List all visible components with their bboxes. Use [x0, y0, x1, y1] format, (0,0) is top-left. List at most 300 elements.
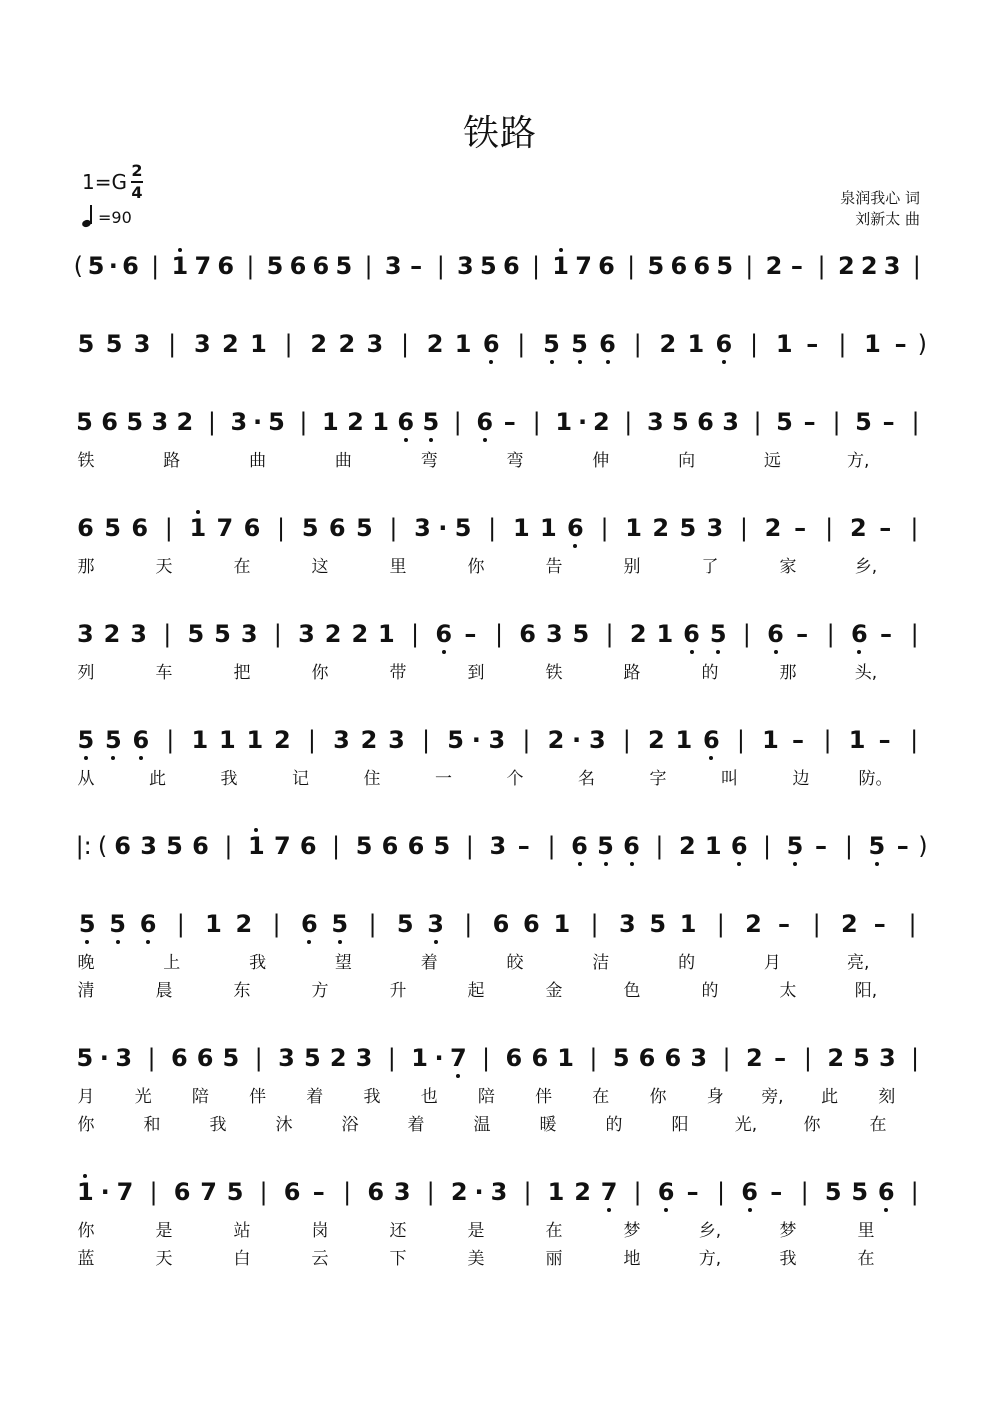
notation-note: 2	[593, 408, 610, 436]
barline: |	[838, 330, 847, 358]
notation-note: 2	[324, 620, 342, 648]
notation-note: 5	[222, 1044, 240, 1072]
notation-note: 3	[423, 904, 449, 944]
notation-note: 7	[273, 832, 291, 860]
notation-dash: –	[879, 514, 892, 542]
octave-down-dot	[146, 940, 150, 944]
lyric-char: 里	[857, 1221, 875, 1241]
octave-down-dot	[884, 1208, 888, 1212]
notation-note: 5	[447, 726, 464, 754]
notation-note: 3	[355, 1044, 373, 1072]
notation-dash: –	[410, 252, 423, 280]
notation-note: 6	[698, 720, 724, 760]
barline: |	[812, 910, 821, 938]
notation-note: 3	[690, 1044, 708, 1072]
lyric-line-3	[72, 448, 930, 474]
barline: |	[589, 1044, 598, 1072]
barline: |	[166, 726, 175, 754]
lyric-line-5	[72, 660, 930, 686]
notation-note: 2	[426, 330, 444, 358]
lyric-char: 你	[77, 1115, 95, 1135]
lyric-char: 在	[592, 1087, 610, 1107]
notation-note: 5	[824, 1178, 842, 1206]
notation-note: 6	[114, 832, 131, 860]
barline: |	[176, 910, 185, 938]
lyric-char: 着	[407, 1115, 425, 1135]
time-signature	[131, 162, 143, 202]
barline: |	[254, 1044, 263, 1072]
lyric-char: 月	[763, 953, 781, 973]
notation-note: 5	[539, 324, 565, 364]
notation-dash: –	[517, 832, 530, 860]
barline: |	[825, 514, 834, 542]
notation-note: 3	[414, 514, 431, 542]
notation-note: 3	[76, 620, 94, 648]
barline: |	[910, 1178, 919, 1206]
notation-note: 1	[656, 620, 674, 648]
octave-down-dot	[573, 544, 577, 548]
lyric-char: 里	[389, 557, 407, 577]
lyric-char: 带	[389, 663, 407, 683]
lyric-char: 铁	[77, 451, 95, 471]
notation-note: 5	[226, 1178, 244, 1206]
barline: |	[800, 1178, 809, 1206]
notation-note: 2	[765, 252, 783, 280]
notation-note: 2	[678, 832, 696, 860]
octave-down-dot	[429, 438, 433, 442]
octave-down-dot	[630, 862, 634, 866]
octave-down-dot	[875, 862, 879, 866]
barline: |	[823, 726, 832, 754]
notation-note: 1	[185, 508, 211, 548]
lyric-char: 记	[292, 769, 309, 789]
barline: |	[750, 330, 759, 358]
lyric-char: 告	[545, 557, 563, 577]
notation-dash: –	[878, 726, 891, 754]
lyric-char: 你	[803, 1115, 821, 1135]
notation-note: 1	[679, 910, 697, 938]
octave-down-dot	[604, 862, 608, 866]
barline: |	[532, 408, 541, 436]
lyric-char: 还	[389, 1221, 407, 1241]
lyric-char: 路	[623, 663, 641, 683]
notation-note: 6	[653, 1172, 679, 1212]
barline: |	[633, 1178, 642, 1206]
barline: |	[224, 832, 233, 860]
barline: |	[910, 620, 919, 648]
lyric-char: 的	[701, 663, 719, 683]
lyric-char: 陪	[191, 1087, 209, 1107]
lyric-char: 光	[134, 1087, 152, 1107]
lyric-char: 把	[233, 663, 251, 683]
notation-note: 1	[243, 826, 269, 866]
octave-up-dot	[83, 1174, 87, 1178]
lyric-char: 梦	[779, 1221, 797, 1241]
notation-note: 6	[478, 324, 504, 364]
notation-note: 1	[775, 330, 793, 358]
barline: |	[343, 1178, 352, 1206]
lyric-line-9a	[72, 1084, 930, 1110]
notation-note: 5	[266, 252, 284, 280]
barline: |	[622, 726, 631, 754]
lyric-char: 乡,	[854, 557, 878, 577]
notation-aug: ·	[577, 408, 588, 436]
barline: |	[482, 1044, 491, 1072]
lyric-char: 曲	[249, 451, 267, 471]
notation-note: 1	[378, 620, 395, 648]
notation-note: 7	[116, 1178, 134, 1206]
notation-note: 1	[540, 514, 557, 542]
notation-row-1	[72, 246, 930, 286]
lyric-line-10b	[72, 1246, 930, 1272]
barline: |	[742, 620, 751, 648]
notation-note: 5	[214, 620, 231, 648]
lyric-char: 暖	[539, 1115, 557, 1135]
notation-note: 6	[531, 1044, 549, 1072]
lyric-char: 方	[311, 981, 329, 1001]
notation-note: 1	[704, 832, 722, 860]
lyric-char: 列	[77, 663, 95, 683]
notation-note: 5	[647, 252, 665, 280]
notation-note: 3	[488, 726, 506, 754]
notation-note: 6	[77, 514, 94, 542]
notation-note: 5	[100, 720, 126, 760]
barline: |	[736, 726, 745, 754]
notation-note: 6	[407, 832, 425, 860]
notation-note: 5	[855, 408, 872, 436]
notation-note: 2	[235, 910, 253, 938]
lyric-line-4	[72, 554, 930, 580]
notation-note: 6	[243, 514, 261, 542]
octave-down-dot	[139, 756, 143, 760]
lyric-char: 弯	[420, 451, 438, 471]
octave-down-dot	[690, 650, 694, 654]
notation-note: 6	[763, 614, 789, 654]
quarter-note-icon	[82, 205, 94, 227]
notation-note: 5	[396, 910, 414, 938]
barline: |	[436, 252, 445, 280]
notation-note: 3	[366, 330, 384, 358]
octave-down-dot	[716, 650, 720, 654]
barline: |	[739, 514, 748, 542]
lyric-char: 伸	[592, 451, 610, 471]
notation-note: 5	[76, 408, 93, 436]
lyric-char: 的	[678, 953, 696, 973]
notation-note: 5	[268, 408, 285, 436]
octave-down-dot	[748, 1208, 752, 1212]
notation-row-4	[72, 508, 930, 548]
octave-down-dot	[404, 438, 408, 442]
notation-dash: –	[873, 910, 886, 938]
notation-paren: (	[73, 252, 83, 280]
notation-row-5	[72, 614, 930, 654]
notation-note: 6	[523, 910, 540, 938]
octave-up-dot	[196, 510, 200, 514]
notation-note: 2	[745, 910, 762, 938]
notation-note: 2	[745, 1044, 763, 1072]
barline: |	[522, 726, 531, 754]
lyric-line-8a	[72, 950, 930, 976]
notation-note: 5	[672, 408, 689, 436]
lyric-line-10a	[72, 1218, 930, 1244]
notation-note: 5	[782, 826, 808, 866]
octave-down-dot	[664, 1208, 668, 1212]
notation-note: 3	[278, 1044, 295, 1072]
notation-note: 1	[864, 330, 881, 358]
lyric-char: 岗	[311, 1221, 329, 1241]
notation-note: 5	[166, 832, 183, 860]
notation-note: 5	[77, 330, 95, 358]
lyric-char: 那	[77, 557, 95, 577]
lyric-char: 车	[155, 663, 173, 683]
barline: |	[400, 330, 410, 358]
notation-note: 5	[649, 910, 667, 938]
barline: |	[465, 832, 474, 860]
notation-paren: (	[97, 832, 108, 860]
octave-down-dot	[793, 862, 797, 866]
lyric-char: 在	[869, 1115, 887, 1135]
lyric-char: 此	[149, 769, 166, 789]
notation-note: 6	[299, 832, 317, 860]
notation-dash: –	[794, 514, 807, 542]
notation-note: 3	[722, 408, 739, 436]
notation-note: 5	[433, 832, 451, 860]
lyric-char: 丽	[545, 1249, 563, 1269]
notation-note: 5	[355, 832, 373, 860]
notation-note: 2	[764, 514, 782, 542]
octave-down-dot	[578, 360, 582, 364]
lyric-char: 皎	[506, 953, 524, 973]
lyric-char: 清	[77, 981, 95, 1001]
notation-note: 1	[548, 246, 574, 286]
lyric-char: 着	[420, 953, 438, 973]
lyric-char: 起	[467, 981, 485, 1001]
barline: |	[763, 832, 772, 860]
notation-note: 6	[619, 826, 645, 866]
barline: |	[272, 910, 281, 938]
notation-note: 5	[303, 1044, 321, 1072]
lyric-char: 地	[623, 1249, 641, 1269]
barline: |	[517, 330, 526, 358]
key-signature	[82, 162, 143, 202]
notation-row-6	[72, 720, 930, 760]
notation-note: 5	[335, 252, 353, 280]
notation-dash: –	[796, 620, 809, 648]
barline: |	[523, 1178, 532, 1206]
notation-note: 6	[122, 252, 139, 280]
notation-aug: ·	[438, 514, 448, 542]
lyric-char: 弯	[506, 451, 524, 471]
lyric-char: 光,	[734, 1115, 758, 1135]
notation-note: 5	[418, 402, 444, 442]
notation-note: 5	[864, 826, 890, 866]
notation-row-7	[72, 826, 930, 866]
notation-note: 6	[598, 252, 615, 280]
octave-down-dot	[456, 1074, 460, 1078]
octave-down-dot	[338, 940, 342, 944]
notation-note: 7	[575, 252, 592, 280]
notation-note: 2	[222, 330, 239, 358]
notation-note: 6	[519, 620, 536, 648]
notation-note: 6	[283, 1178, 301, 1206]
lyric-char: 旁,	[761, 1087, 784, 1107]
notation-row-2	[72, 324, 930, 364]
barline: |	[531, 252, 541, 280]
lyric-char: 字	[649, 769, 667, 789]
lyric-char: 边	[792, 769, 810, 789]
lyric-char: 色	[623, 981, 641, 1001]
tempo-marking	[82, 205, 132, 227]
octave-down-dot	[857, 650, 861, 654]
octave-up-dot	[178, 248, 182, 252]
octave-down-dot	[434, 940, 438, 944]
notation-paren: )	[918, 832, 928, 860]
notation-note: 5	[612, 1044, 630, 1072]
time-bottom: 4	[131, 183, 143, 202]
song-title: 铁路	[462, 113, 537, 154]
barline: |	[547, 832, 556, 860]
notation-note: 2	[450, 1178, 468, 1206]
notation-note: 2	[841, 910, 858, 938]
notation-aug: ·	[99, 1044, 109, 1072]
barline: |	[426, 1178, 435, 1206]
notation-note: 5	[74, 904, 100, 944]
lyric-char: 是	[467, 1221, 485, 1241]
notation-note: 6	[697, 408, 714, 436]
notation-note: 6	[367, 1178, 385, 1206]
barline: |	[168, 330, 177, 358]
lyric-char: 此	[821, 1087, 839, 1107]
octave-down-dot	[709, 756, 713, 760]
notation-note: 3	[618, 910, 636, 938]
notation-note: 2	[360, 726, 378, 754]
barline: |	[273, 620, 282, 648]
notation-note: 6	[217, 252, 235, 280]
notation-note: 6	[289, 252, 307, 280]
barline: |	[627, 252, 636, 280]
notation-note: 6	[846, 614, 872, 654]
notation-note: 5	[593, 826, 619, 866]
octave-down-dot	[483, 438, 487, 442]
barline: |	[207, 408, 216, 436]
lyric-char: 升	[389, 981, 407, 1001]
lyric-char: 陪	[477, 1087, 495, 1107]
lyric-char: 在	[857, 1249, 875, 1269]
octave-down-dot	[85, 940, 89, 944]
barline: |	[912, 252, 921, 280]
lyric-char: 你	[311, 663, 329, 683]
lyricist: 泉润我心 词	[840, 189, 920, 207]
notation-dash: –	[686, 1178, 699, 1206]
notation-note: 6	[328, 514, 346, 542]
notation-note: 3	[490, 1178, 508, 1206]
barline: |	[307, 726, 316, 754]
notation-dash: –	[880, 620, 892, 648]
barline: |	[716, 910, 725, 938]
lyric-char: 伴	[249, 1087, 267, 1107]
notation-note: 5	[776, 408, 793, 436]
lyric-char: 下	[389, 1249, 407, 1269]
barline: |	[722, 1044, 731, 1072]
barline: |	[832, 408, 841, 436]
notation-note: 2	[338, 330, 356, 358]
lyric-char: 站	[233, 1221, 251, 1241]
notation-note: 6	[693, 252, 711, 280]
lyric-line-9b	[72, 1112, 930, 1138]
lyric-char: 防。	[858, 769, 893, 789]
notation-note: 6	[101, 408, 118, 436]
barline: |	[624, 408, 633, 436]
notation-note: 2	[849, 514, 867, 542]
tempo-value: =90	[98, 208, 132, 227]
barline: |	[908, 910, 917, 938]
lyric-char: 从	[77, 769, 95, 789]
notation-note: 5	[716, 252, 734, 280]
lyric-char: 和	[143, 1115, 161, 1135]
lyric-char: 我	[209, 1115, 227, 1135]
notation-note: 3	[115, 1044, 133, 1072]
notation-note: 1	[167, 246, 193, 286]
lyric-char: 那	[779, 663, 797, 683]
notation-dash: –	[312, 1178, 325, 1206]
barline: |	[817, 252, 826, 280]
notation-note: 6	[431, 614, 457, 654]
notation-note: 1	[372, 408, 389, 436]
lyric-char: 太	[779, 981, 797, 1001]
notation-aug: ·	[434, 1044, 444, 1072]
lyric-line-8b	[72, 978, 930, 1004]
lyric-char: 东	[233, 981, 251, 1001]
lyric-char: 沐	[275, 1115, 293, 1135]
notation-note: 3	[883, 252, 901, 280]
lyric-char: 美	[467, 1249, 485, 1269]
notation-row-9	[72, 1038, 930, 1078]
lyric-char: 我	[220, 769, 238, 789]
barline: |	[411, 620, 420, 648]
notation-note: 2	[827, 1044, 845, 1072]
notation-note: 1	[205, 910, 222, 938]
barline: |	[259, 1178, 268, 1206]
barline: |	[600, 514, 609, 542]
key-label: 1=G	[82, 170, 127, 194]
barline: |	[488, 514, 497, 542]
lyric-char: 向	[678, 451, 696, 471]
barline: |	[149, 1178, 158, 1206]
notation-note: 5	[454, 514, 472, 542]
notation-note: 5	[355, 514, 373, 542]
notation-note: 1	[454, 330, 472, 358]
notation-note: 6	[381, 832, 399, 860]
notation-note: 6	[492, 910, 510, 938]
notation-note: 3	[230, 408, 248, 436]
notation-note: 6	[393, 402, 419, 442]
notation-note: 6	[312, 252, 330, 280]
lyric-char: 别	[623, 557, 641, 577]
barline: |	[368, 910, 377, 938]
octave-down-dot	[111, 756, 115, 760]
notation-note: 3	[384, 252, 402, 280]
lyric-char: 乡,	[698, 1221, 722, 1241]
notation-dash: –	[778, 910, 790, 938]
lyric-char: 温	[473, 1115, 491, 1135]
notation-note: 2	[629, 620, 647, 648]
notation-note: 5	[105, 330, 123, 358]
lyric-char: 你	[649, 1087, 667, 1107]
lyric-char: 阳,	[854, 981, 878, 1001]
notation-note: 3	[588, 726, 606, 754]
notation-note: 1	[553, 910, 571, 938]
barline: |	[284, 330, 293, 358]
